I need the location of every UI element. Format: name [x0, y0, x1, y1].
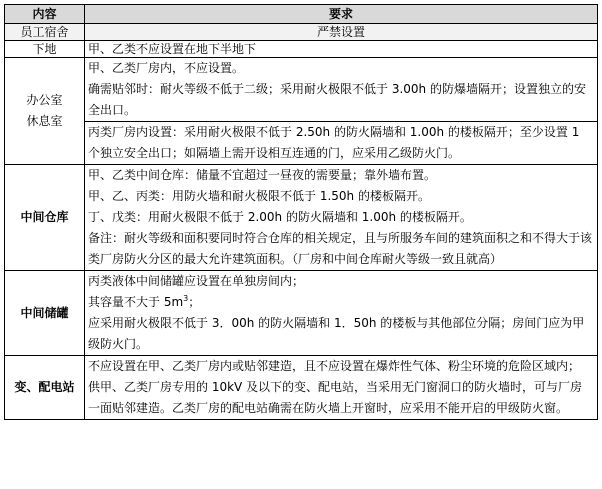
header-content: 内容 [5, 5, 85, 24]
row-value-staff-dorm: 严禁设置 [85, 24, 598, 41]
substation-line1: 不应设置在甲、乙类厂房内或贴邻建造，且不应设置在爆炸性气体、粉尘环境的危险区域内； [88, 359, 581, 373]
tank-line2-sup: 3 [183, 294, 189, 303]
row-key-intermediate-warehouse: 中间仓库 [5, 165, 85, 271]
office-key-line2: 休息室 [26, 114, 63, 128]
warehouse-line2: 甲、乙、丙类：用防火墙和耐火极限不低于 1.50h 的楼板隔开。 [88, 189, 430, 203]
warehouse-note: 备注：耐火等级和面积要同时符合仓库的相关规定，且与所服务车间的建筑面积之和不得大于该类厂房防火分区的最大允许建筑面积。（厂房和中间仓库耐火等级一致且就高） [88, 231, 593, 266]
header-requirement: 要求 [85, 5, 598, 24]
fire-safety-requirements-table [4, 4, 598, 420]
office-a-line2: 确需贴邻时：耐火等级不低于二级；采用耐火极限不低于 3.00h 的防爆墙隔开；设置独立的安全出口。 [88, 82, 586, 117]
table-row [5, 165, 598, 271]
tank-line1: 丙类液体中间储罐应设置在单独房间内； [88, 274, 305, 288]
row-key-substation: 变、配电站 [5, 356, 85, 420]
row-value-underground: 甲、乙类不应设置在地下半地下 [85, 41, 598, 58]
warehouse-line3: 丁、戊类：用耐火极限不低于 2.00h 的防火隔墙和 1.00h 的楼板隔开。 [88, 210, 472, 224]
table-row [5, 356, 598, 420]
office-cell-a [85, 58, 598, 122]
row-key-underground: 下地 [5, 41, 85, 58]
office-b-line1: 丙类厂房内设置：采用耐火极限不低于 2.50h 的防火隔墙和 1.00h 的楼板隔开；至少设置 1 个独立安全出口；如隔墙上需开设相互连通的门，应采用乙级防火门。 [88, 125, 580, 160]
row-key-intermediate-tank: 中间储罐 [5, 271, 85, 356]
row-value-substation [85, 356, 598, 420]
table-header-row [5, 5, 598, 24]
table-row [5, 41, 598, 58]
office-a-line1: 甲、乙类厂房内，不应设置。 [88, 61, 245, 75]
table-row [5, 24, 598, 41]
tank-line3: 应采用耐火极限不低于 3．00h 的防火隔墙和 1．50h 的楼板与其他部位分隔；房间门应为甲级防火门。 [88, 316, 585, 351]
row-key-staff-dorm: 员工宿舍 [5, 24, 85, 41]
table-row [5, 58, 598, 122]
office-cell-b [85, 122, 598, 165]
table-row [5, 271, 598, 356]
tank-line2-prefix: 其容量不大于 5m [88, 295, 184, 309]
table-row [5, 122, 598, 165]
tank-line2 [88, 292, 594, 313]
row-key-office [5, 58, 85, 165]
substation-line2: 供甲、乙类厂房专用的 10kV 及以下的变、配电站，当采用无门窗洞口的防火墙时，可与厂房一面贴邻建造。乙类厂房的配电站确需在防火墙上开窗时，应采用不能开启的甲级防火窗。 [88, 380, 583, 415]
row-value-intermediate-tank [85, 271, 598, 356]
office-key-line1: 办公室 [26, 93, 63, 107]
row-value-intermediate-warehouse [85, 165, 598, 271]
warehouse-line1: 甲、乙类中间仓库：储量不宜超过一昼夜的需要量；靠外墙布置。 [88, 168, 437, 182]
tank-line2-suffix: ； [188, 295, 201, 309]
